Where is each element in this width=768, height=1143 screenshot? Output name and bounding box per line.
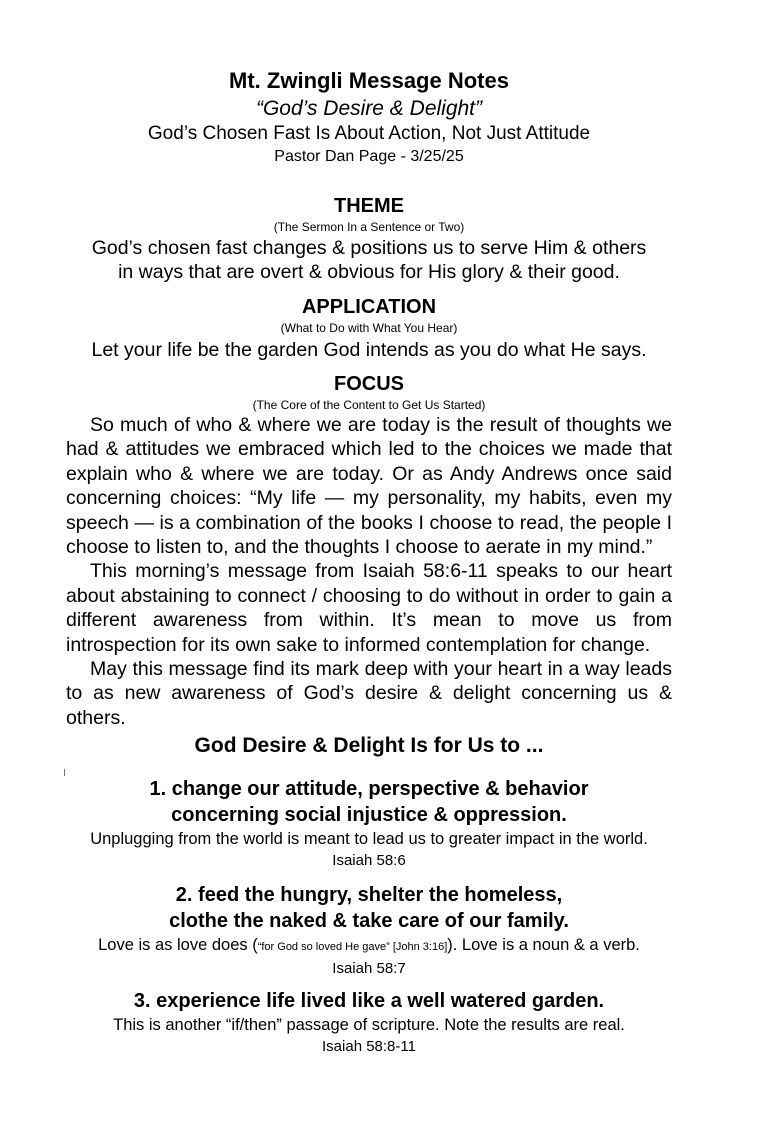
margin-mark bbox=[64, 769, 65, 776]
doc-tagline: God’s Chosen Fast Is About Action, Not Just Attitude bbox=[147, 123, 591, 144]
point-3-scripture-ref: Isaiah 58:8-11 bbox=[322, 1038, 416, 1055]
point-2-desc-after: ). Love is a noun & a verb. bbox=[447, 936, 640, 954]
point-3-description: This is another “if/then” passage of scripture. Note the results are real. bbox=[113, 1016, 625, 1034]
doc-title: Mt. Zwingli Message Notes bbox=[229, 68, 509, 93]
theme-heading: THEME bbox=[334, 195, 404, 217]
point-2-description bbox=[0, 934, 738, 958]
point-2 bbox=[0, 882, 738, 980]
point-1-description: Unplugging from the world is meant to lead us to greater impact in the world. bbox=[90, 830, 648, 848]
focus-heading: FOCUS bbox=[334, 373, 404, 395]
point-3-title: 3. experience life lived like a well watered garden. bbox=[133, 990, 605, 1012]
theme-note: (The Sermon In a Sentence or Two) bbox=[273, 220, 465, 234]
point-3 bbox=[0, 988, 738, 1058]
doc-subtitle: “God’s Desire & Delight” bbox=[255, 97, 483, 120]
focus-note: (The Core of the Content to Get Us Started) bbox=[252, 398, 486, 412]
focus-paragraph-1: So much of who & where we are today is the result of thoughts we had & attitudes we embraced which led to the choices we made that explain who & where we are today. Or as Andy Andrews once said concerning choices: “My life — my personality, my habits, even my speech — is a combination of the books I choose to read, the people I choose to listen to, and the thoughts I choose to aerate in my mind.” bbox=[66, 414, 672, 559]
focus-paragraph-2: This morning’s message from Isaiah 58:6-11 speaks to our heart about abstaining to connect / choosing to do without in order to gain a different awareness from within. It’s mean to move us from introspection for its own sake to informed contemplation for change. bbox=[66, 560, 672, 656]
theme-line-2: in ways that are overt & obvious for His glory & their good. bbox=[118, 261, 620, 283]
point-2-title-line-1: 2. feed the hungry, shelter the homeless, bbox=[175, 884, 563, 906]
point-2-desc-before: Love is as love does ( bbox=[98, 936, 258, 954]
application-note: (What to Do with What You Hear) bbox=[280, 321, 458, 335]
application-text: Let your life be the garden God intends as you do what He says. bbox=[91, 339, 647, 361]
application-heading: APPLICATION bbox=[301, 296, 437, 318]
point-2-desc-quote: “for God so loved He gave” [John 3:16] bbox=[257, 941, 448, 953]
theme-text bbox=[66, 236, 672, 284]
doc-byline: Pastor Dan Page - 3/25/25 bbox=[274, 148, 464, 165]
list-heading: God Desire & Delight Is for Us to ... bbox=[194, 734, 544, 757]
point-1-title-line-1: 1. change our attitude, perspective & behavior bbox=[149, 778, 589, 800]
point-1-title-line-2: concerning social injustice & oppression. bbox=[171, 804, 567, 826]
point-2-scripture-ref: Isaiah 58:7 bbox=[332, 960, 406, 977]
point-1-scripture-ref: Isaiah 58:6 bbox=[332, 852, 406, 869]
focus-body bbox=[66, 413, 672, 730]
point-2-title-line-2: clothe the naked & take care of our family. bbox=[169, 910, 569, 932]
theme-line-1: God’s chosen fast changes & positions us to serve Him & others bbox=[91, 237, 647, 259]
point-1 bbox=[0, 776, 738, 872]
focus-paragraph-3: May this message find its mark deep with your heart in a way leads to as new awareness of God’s desire & delight concerning us & others. bbox=[66, 658, 672, 729]
